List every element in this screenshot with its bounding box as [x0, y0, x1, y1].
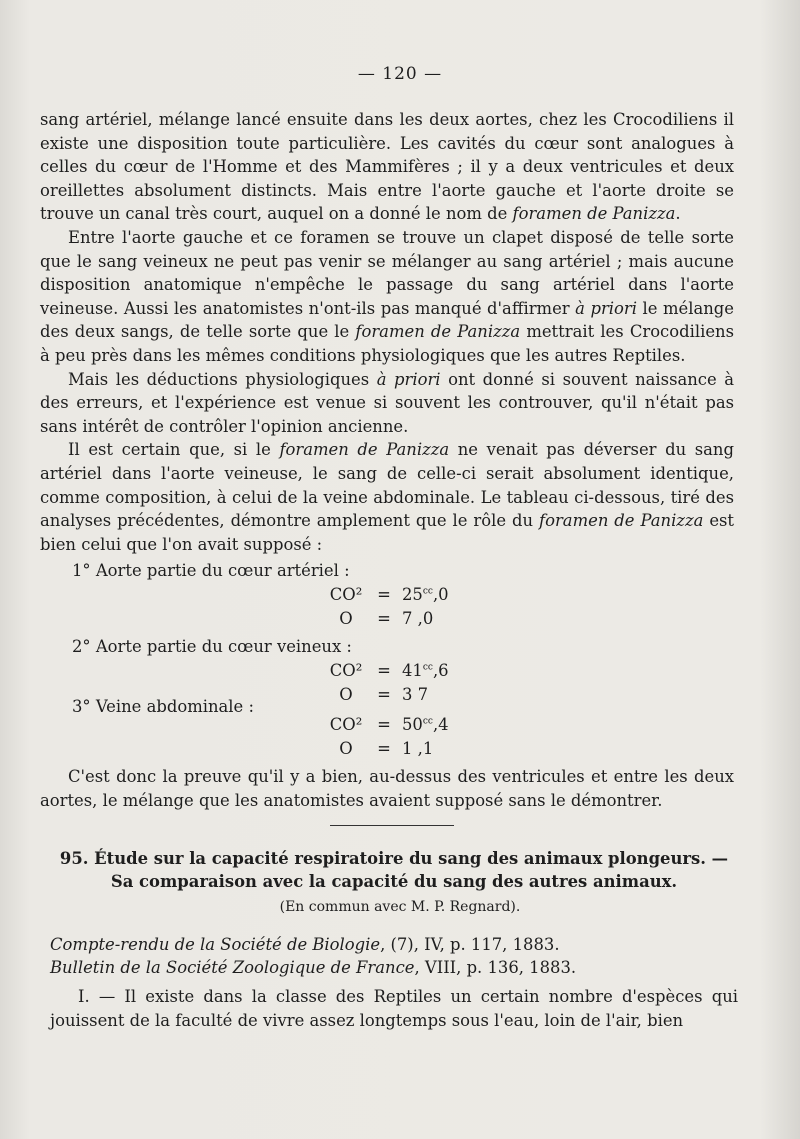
analysis-1-o — [326, 609, 433, 628]
o-value: 1 ,1 — [402, 739, 434, 758]
paragraph-2-text-a: Entre l'aorte gauche et ce foramen se trouve un clapet disposé de telle sorte que le sang veineux ne peut pas venir se mélanger au sang artériel ; mais aucune disposition anatomique n'empêche le passage du sang artériel dans l'aorte veineuse. Aussi les anatomistes n'ont-ils pas manqué d'affirmer — [40, 227, 734, 318]
reference-1 — [50, 935, 560, 954]
paragraph-1 — [40, 108, 734, 226]
equals-sign: = — [377, 661, 391, 680]
analysis-3-label: 3° Veine abdominale : — [72, 697, 254, 716]
o-value: 7 ,0 — [402, 609, 434, 628]
reference-2-details: , VIII, p. 136, 1883. — [414, 958, 577, 977]
analysis-3-o — [326, 739, 433, 758]
equals-sign: = — [377, 715, 391, 734]
conclusion-paragraph — [40, 765, 734, 812]
co2-symbol: CO² — [329, 585, 363, 604]
paragraph-3-text-a: Mais les déductions physiologiques — [68, 369, 370, 389]
paragraph-4-italic-2: foramen de Panizza — [539, 511, 704, 531]
reference-1-journal: Compte-rendu de la Société de Biologie — [50, 935, 381, 954]
co2-decimal: ,0 — [432, 585, 449, 604]
reference-1-details: , (7), IV, p. 117, 1883. — [380, 935, 560, 954]
paragraph-4-text-a: Il est certain que, si le — [68, 440, 271, 460]
o-symbol: O — [339, 609, 353, 628]
co2-value: 50 — [402, 715, 423, 734]
analysis-3-co2 — [326, 715, 449, 734]
paragraph-4 — [40, 438, 734, 556]
section-title-line-1: 95. Étude sur la capacité respiratoire du sang des animaux plongeurs. — — [59, 849, 729, 868]
reference-2-journal: Bulletin de la Société Zoologique de France — [50, 958, 415, 977]
unit-cc: cc — [422, 716, 433, 727]
paragraph-1-end: . — [675, 204, 681, 224]
analysis-2-co2 — [326, 661, 449, 680]
equals-sign: = — [377, 609, 391, 628]
paragraph-2-text-b: le mélange des deux sangs, de telle sorte que le — [40, 298, 734, 342]
paragraph-3 — [40, 368, 734, 439]
paragraph-2 — [40, 226, 734, 368]
paragraph-4-text-b: ne venait pas déverser du sang artériel dans l'aorte veineuse, le sang de celle-ci serait absolument identique, comme composition, à celui de la veine abdominale. Le tableau ci-dessous, tiré des analyses précédentes, démontre amplement que le rôle du — [40, 440, 734, 531]
o-symbol: O — [339, 739, 353, 758]
analysis-1-label: 1° Aorte partie du cœur artériel : — [72, 561, 350, 580]
o-value: 3 7 — [402, 685, 429, 704]
paragraph-1-text: sang artériel, mélange lancé ensuite dans les deux aortes, chez les Crocodiliens il existe une disposition toute particulière. Les cavités du cœur sont analogues à celles du cœur de l'Homme et des Mammifères ; il y a deux ventricules et deux oreillettes absolument distincts. Mais entre l'aorte gauche et l'aorte droite se trouve un canal très court, auquel on a donné le nom de — [40, 110, 734, 224]
analysis-1-co2 — [326, 585, 449, 604]
equals-sign: = — [377, 685, 391, 704]
section-title — [48, 847, 740, 893]
equals-sign: = — [377, 585, 391, 604]
co2-value: 25 — [402, 585, 423, 604]
final-paragraph — [50, 985, 738, 1032]
co2-value: 41 — [402, 661, 423, 680]
final-paragraph-text: I. — Il existe dans la classe des Reptiles un certain nombre d'espèces qui jouissent de la faculté de vivre assez longtemps sous l'eau, loin de l'air, bien — [50, 987, 738, 1030]
paragraph-3-italic: à priori — [376, 369, 441, 389]
paragraph-2-italic-1: à priori — [575, 298, 637, 318]
paragraph-1-italic: foramen de Panizza — [512, 204, 676, 224]
co2-decimal: ,4 — [432, 715, 449, 734]
conclusion-text: C'est donc la preuve qu'il y a bien, au-dessus des ventricules et entre les deux aortes, le mélange que les anatomistes avaient supposé sans le démontrer. — [40, 767, 734, 810]
page-number: — 120 — — [357, 64, 443, 84]
analysis-2-label: 2° Aorte partie du cœur veineux : — [72, 637, 352, 656]
equals-sign: = — [377, 739, 391, 758]
unit-cc: cc — [422, 586, 433, 597]
body-text — [40, 108, 734, 556]
co2-symbol: CO² — [329, 715, 363, 734]
co2-decimal: ,6 — [432, 661, 449, 680]
o-symbol: O — [339, 685, 353, 704]
reference-2 — [50, 958, 576, 977]
section-divider — [330, 825, 454, 826]
paragraph-2-text-c: mettrait les Crocodiliens à peu près dans les mêmes conditions physiologiques que les autres Reptiles. — [40, 322, 734, 365]
co2-symbol: CO² — [329, 661, 363, 680]
paragraph-4-text-c: est bien celui que l'on avait supposé : — [40, 511, 735, 554]
unit-cc: cc — [422, 662, 433, 673]
paragraph-3-text-b: ont donné si souvent naissance à des erreurs, et l'expérience est venue si souvent les controuver, qu'il n'était pas sans intérêt de contrôler l'opinion ancienne. — [40, 369, 735, 436]
paragraph-2-italic-2: foramen de Panizza — [355, 322, 521, 342]
section-title-line-2: Sa comparaison avec la capacité du sang des autres animaux. — [110, 872, 678, 891]
paragraph-4-italic-1: foramen de Panizza — [279, 440, 450, 460]
analysis-2-o — [326, 685, 428, 704]
collaboration-note: (En commun avec M. P. Regnard). — [279, 899, 521, 915]
